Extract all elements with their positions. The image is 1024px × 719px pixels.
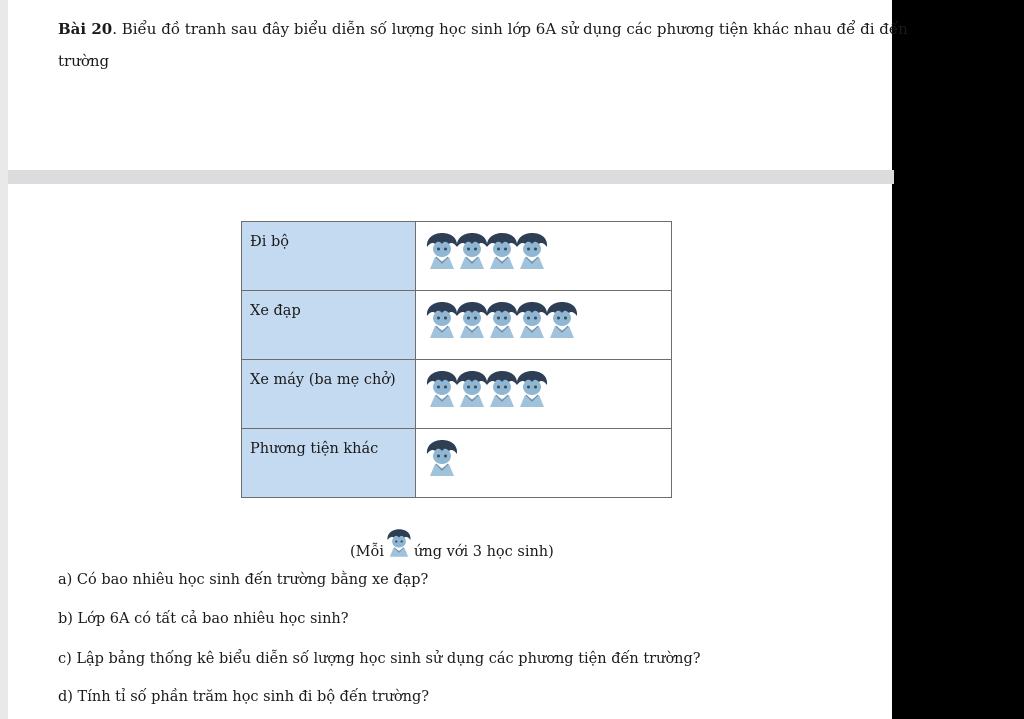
problem-statement-continued: trường: [58, 52, 110, 70]
icon-cell: [416, 429, 672, 498]
question-b: b) Lớp 6A có tất cả bao nhiêu học sinh?: [58, 611, 349, 627]
pictograph-row: [242, 222, 672, 291]
student-icon: [425, 370, 459, 408]
pictograph-legend: [350, 528, 554, 560]
icon-cell: [416, 222, 672, 291]
problem-statement: [58, 20, 908, 38]
card-separator: [8, 170, 894, 184]
question-d: d) Tính tỉ số phần trăm học sinh đi bộ đến trường?: [58, 689, 430, 705]
icon-cell: [416, 360, 672, 429]
question-c: c) Lập bảng thống kê biểu diễn số lượng học sinh sử dụng các phương tiện đến trường?: [58, 651, 701, 667]
question-a: a) Có bao nhiêu học sinh đến trường bằng xe đạp?: [58, 572, 429, 588]
student-icon: [386, 528, 412, 558]
icon-row: [425, 301, 671, 339]
icon-row: [425, 370, 671, 408]
student-icon: [455, 232, 489, 270]
student-icon: [485, 232, 519, 270]
student-icon: [515, 370, 549, 408]
student-icon: [545, 301, 579, 339]
student-icon: [425, 232, 459, 270]
icon-cell: [416, 291, 672, 360]
pictograph-row: [242, 429, 672, 498]
student-icon: [515, 301, 549, 339]
pictograph-table: [241, 221, 672, 498]
student-icon: [455, 301, 489, 339]
icon-row: [425, 232, 671, 270]
legend-suffix: ứng với 3 học sinh): [414, 544, 554, 560]
pictograph-row: [242, 360, 672, 429]
legend-student-icon: [384, 528, 414, 560]
pictograph-card: [8, 184, 892, 719]
row-label: Xe đạp: [242, 291, 416, 360]
left-margin-strip: [0, 0, 8, 719]
problem-text: . Biểu đồ tranh sau đây biểu diễn số lượng học sinh lớp 6A sử dụng các phương tiện khác nhau để đi đến: [112, 20, 908, 38]
student-icon: [515, 232, 549, 270]
student-icon: [425, 301, 459, 339]
pictograph-row: [242, 291, 672, 360]
student-icon: [425, 439, 459, 477]
student-icon: [485, 370, 519, 408]
legend-prefix: (Mỗi: [350, 544, 385, 560]
student-icon: [485, 301, 519, 339]
problem-number: Bài 20: [58, 20, 113, 38]
row-label: Phương tiện khác: [242, 429, 416, 498]
problem-card: [8, 0, 908, 170]
icon-row: [425, 439, 671, 477]
row-label: Đi bộ: [242, 222, 416, 291]
row-label: Xe máy (ba mẹ chở): [242, 360, 416, 429]
student-icon: [455, 370, 489, 408]
